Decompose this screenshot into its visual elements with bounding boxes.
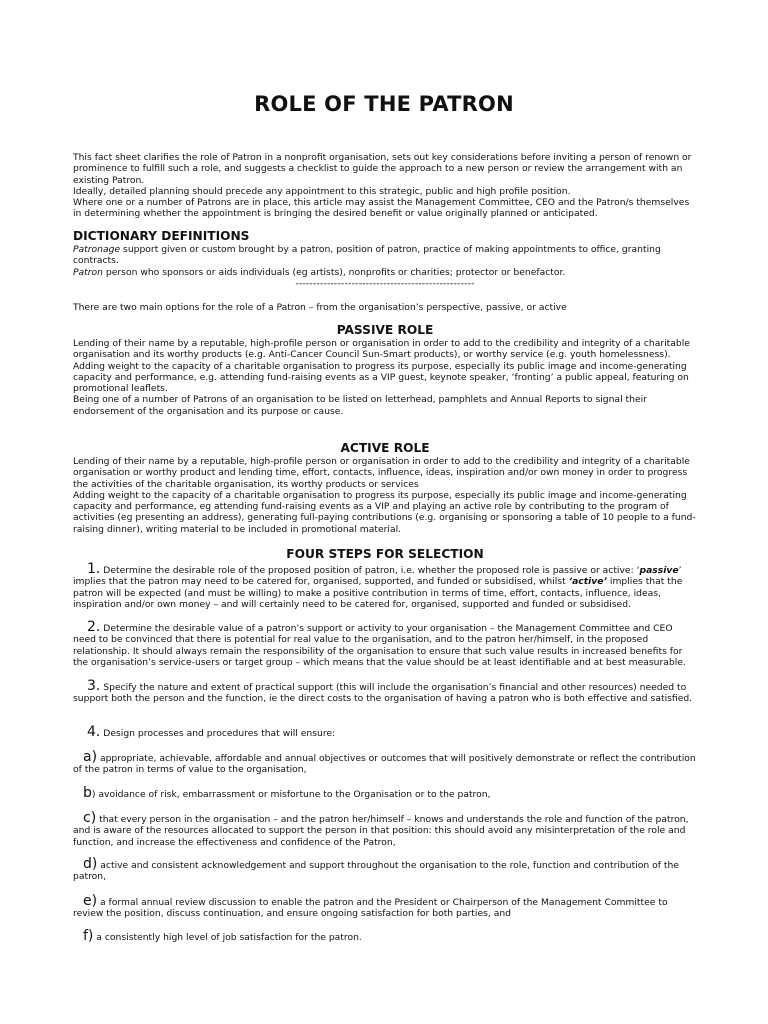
passive-role-heading: PASSIVE ROLE — [336, 323, 434, 337]
item-label: f) — [83, 928, 94, 944]
four-steps-section — [73, 547, 697, 562]
definitions-section — [73, 229, 697, 289]
item-label: d) — [83, 856, 98, 872]
step-2: 2. Determine the desirable value of a patron’s support or activity to your organisation – the Management Committee and CEO need to be convinced that there is potential for real value to the organisation, and to the patron her/himself, in the proposed relationship. It should always remain the responsibility of the organisation to ensure that such value results in increased benefits for the organisation’s service-users or target group – which means that the value should be at least identifiable and at best measurable. — [73, 619, 686, 668]
four-steps-heading: FOUR STEPS FOR SELECTION — [286, 547, 484, 561]
definition-patron — [73, 267, 697, 278]
step-4-item-c: c) that every person in the organisation – and the patron her/himself – knows and understands the role and function of the patron, and is aware of the resources allocated to support the person in that position: this should avoid any misinterpretation of the role and function, and increase the effectiveness and confidence of the Patron, — [73, 810, 689, 848]
step-number: 1. — [87, 561, 101, 577]
passive-role-paragraph: Lending of their name by a reputable, high-profile person or organisation in order to add to the credibility and integrity of a charitable organisation and its worthy products (e.g. Anti-Cancer Council Sun-Smart products), or worthy service (e.g. youth homelessness). — [73, 338, 690, 361]
definition-text: support given or custom brought by a patron, position of patron, practice of making appointments to office, granting contracts. — [73, 244, 661, 267]
item-label: a) — [83, 749, 98, 765]
step-3: 3. Specify the nature and extent of practical support (this will include the organisation’s financial and other resources) needed to support both the person and the function, ie the direct costs to the organisation of having a patron who is both effective and satisfied. — [73, 678, 693, 705]
intro-paragraph: Ideally, detailed planning should precede any appointment to this strategic, public and high profile position. — [73, 185, 571, 197]
active-role-section — [73, 441, 697, 535]
options-text: There are two main options for the role of a Patron – from the organisation’s perspective, passive, or active — [73, 302, 567, 313]
step-4: 4. Design processes and procedures that will ensure: — [87, 724, 336, 740]
separator-line: --------------------------------------------------- — [295, 277, 475, 289]
passive-role-paragraph: Adding weight to the capacity of a charitable organisation to progress its purpose, especially its public image and income-generating capacity and performance, e.g. attending fund-raising events as a VIP guest, keynote speaker, ‘fronting’ a public appeal, featuring on promotional leaflets. — [73, 360, 689, 395]
item-label: e) — [83, 893, 98, 909]
intro-section — [73, 152, 697, 220]
step-1: 1. Determine the desirable role of the proposed position of patron, i.e. whether the proposed role is passive or active: ‘passive’ implies that the patron may need to be catered for, organised, supported, and funded or subsidised, whilst ‘active’ implies that the patron will be expected (and must be willing) to make a positive contribution in terms of time, effort, contacts, influence, ideas, inspiration and/or own money – and will certainly need to be catered for, organised, supported and funded or subsidised. — [73, 561, 683, 610]
item-label: b — [83, 785, 92, 801]
options-section — [73, 302, 697, 313]
step-4-item-a: a) appropriate, achievable, affordable and annual objectives or outcomes that will positively demonstrate or reflect the contribution of the patron in terms of value to the organisation, — [73, 749, 696, 776]
definition-term: Patronage — [73, 244, 121, 255]
passive-term: passive — [639, 565, 679, 576]
page-title: ROLE OF THE PATRON — [254, 92, 514, 116]
step-number: 4. — [87, 724, 101, 740]
step-4-item-b: b) avoidance of risk, embarrassment or misfortune to the Organisation or to the patron, — [83, 785, 491, 801]
passive-role-paragraph: Being one of a number of Patrons of an organisation to be listed on letterhead, pamphlets and Annual Reports to signal their endorsement of the organisation and its purpose or cause. — [73, 394, 647, 417]
step-4-item-d: d) active and consistent acknowledgement and support throughout the organisation to the role, function and contribution of the patron, — [73, 856, 679, 883]
active-role-paragraph: Lending of their name by a reputable, high-profile person or organisation in order to add to the credibility and integrity of a charitable organisation or worthy product and lending time, effort, contacts, influence, ideas, inspiration and/or own money in order to progress the activities of the charitable organisation, its worthy products or services — [73, 456, 690, 490]
definitions-heading: DICTIONARY DEFINITIONS — [73, 229, 250, 243]
step-4-item-e: e) a formal annual review discussion to enable the patron and the President or Chairperson of the Management Committee to review the position, discuss continuation, and ensure ongoing satisfaction for both parties, and — [73, 893, 668, 920]
active-role-paragraph: Adding weight to the capacity of a charitable organisation to progress its purpose, especially its public image and income-generating capacity and performance, eg attending fund-raising events as a VIP and playing an active role by contributing to the program of activities (eg presenting an address), generating full-paying contributions (e.g. organising or sponsoring a table of 10 people to a fund-raising dinner), writing material to be included in promotional material. — [73, 489, 696, 535]
active-term: ‘active’ — [568, 576, 607, 588]
step-number: 3. — [87, 678, 101, 694]
intro-paragraph: Where one or a number of Patrons are in place, this article may assist the Management Committee, CEO and the Patron/s themselves in determining whether the appointment is bringing the desired benefit or value originally planned or anticipated. — [73, 197, 690, 220]
step-4-item-f: f) a consistently high level of job satisfaction for the patron. — [83, 928, 362, 944]
intro-paragraph: This fact sheet clarifies the role of Patron in a nonprofit organisation, sets out key considerations before inviting a person of renown or prominence to fulfill such a role, and suggests a checklist to guide the approach to a new person or review the arrangement with an existing Patron. — [73, 152, 692, 186]
active-role-heading: ACTIVE ROLE — [340, 441, 430, 455]
definition-patronage — [73, 244, 697, 267]
definition-term: Patron — [73, 266, 103, 278]
item-label: c) — [83, 810, 97, 826]
passive-role-section — [73, 323, 697, 417]
definition-text: person who sponsors or aids individuals (eg artists), nonprofits or charities; protector or benefactor. — [103, 266, 566, 278]
step-number: 2. — [87, 619, 101, 635]
